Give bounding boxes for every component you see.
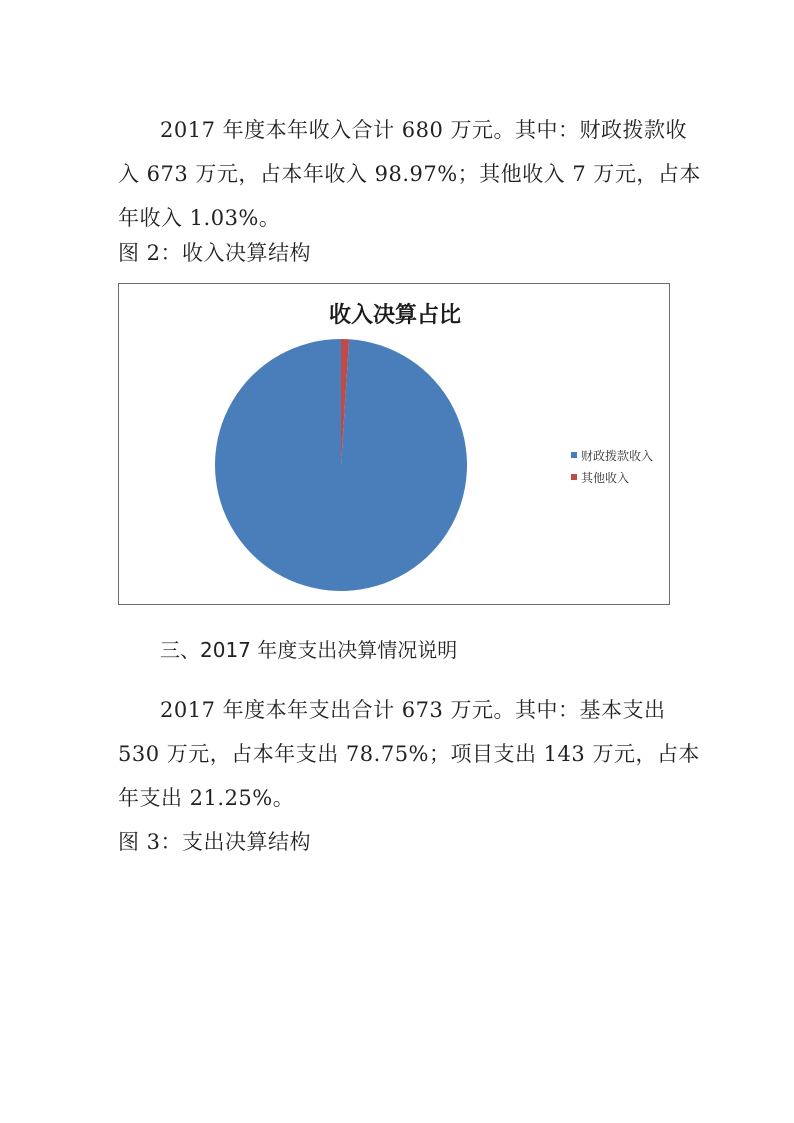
expenditure-line-2: 530 万元，占本年支出 78.75%；项目支出 143 万元，占本 <box>118 742 700 766</box>
income-pie-chart <box>118 283 670 605</box>
legend-item-fiscal <box>571 444 653 466</box>
expenditure-line-1: 2017 年度本年支出合计 673 万元。其中：基本支出 <box>160 698 666 722</box>
income-line-2: 入 673 万元，占本年收入 98.97%；其他收入 7 万元，占本 <box>118 162 701 186</box>
expenditure-paragraph <box>118 688 700 820</box>
legend-swatch-other <box>571 474 577 480</box>
figure-3-caption: 图 3：支出决算结构 <box>118 830 312 854</box>
chart-legend <box>571 444 653 488</box>
legend-label-fiscal: 财政拨款收入 <box>581 448 654 463</box>
chart-title: 收入决算占比 <box>328 303 462 328</box>
legend-item-other <box>571 466 653 488</box>
figure-2-caption: 图 2：收入决算结构 <box>118 241 312 265</box>
income-line-3: 年收入 1.03%。 <box>118 206 281 230</box>
income-line-1: 2017 年度本年收入合计 680 万元。其中：财政拨款收 <box>160 118 688 142</box>
section-heading-expenditure: 三、2017 年度支出决算情况说明 <box>160 638 458 662</box>
legend-label-other: 其他收入 <box>581 470 630 485</box>
legend-swatch-fiscal <box>571 452 577 458</box>
income-paragraph <box>118 108 701 240</box>
expenditure-line-3: 年支出 21.25%。 <box>118 786 295 810</box>
